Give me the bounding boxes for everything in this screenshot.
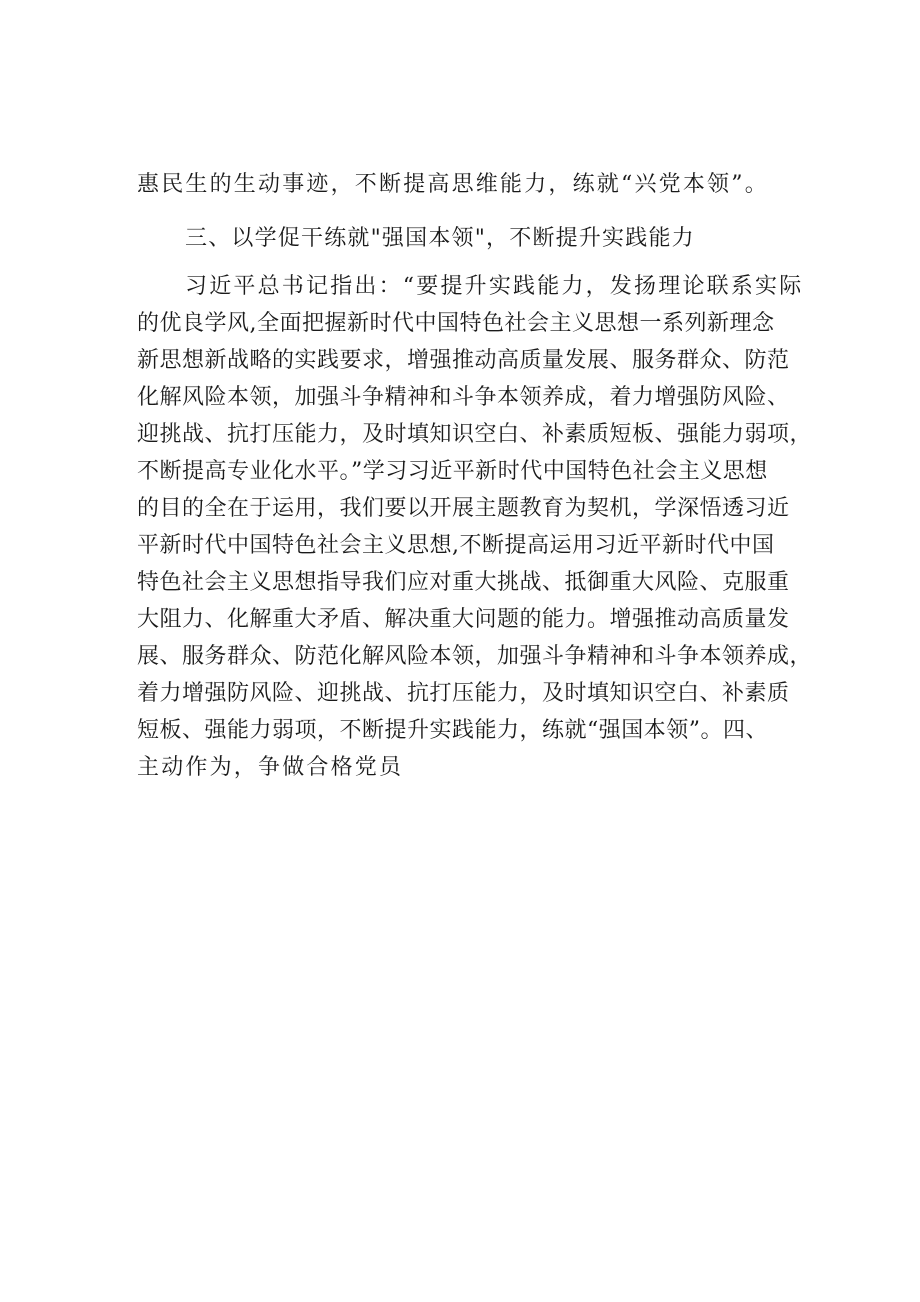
text-line: 大阻力、化解重大矛盾、解决重大问题的能力。增强推动高质量发	[137, 607, 790, 632]
text-line: 的目的全在于运用，我们要以开展主题教育为契机，学深悟透习近	[137, 496, 790, 521]
text-line: 展、服务群众、防范化解风险本领，加强斗争精神和斗争本领养成，	[137, 644, 813, 669]
body-text-first	[137, 166, 787, 203]
text-line: 主动作为，争做合格党员	[137, 755, 404, 780]
text-line: 着力增强防风险、迎挑战、抗打压能力，及时填知识空白、补素质	[137, 681, 790, 706]
text-line: 新思想新战略的实践要求，增强推动高质量发展、服务群众、防范	[137, 348, 790, 373]
text-line: 特色社会主义思想指导我们应对重大挑战、抵御重大风险、克服重	[137, 570, 790, 595]
text-line: 习近平总书记指出：“要提升实践能力，发扬理论联系实际	[185, 274, 804, 299]
text-line: 平新时代中国特色社会主义思想,不断提高运用习近平新时代中国	[137, 533, 775, 558]
section-heading: 三、以学促干练就"强国本领"，不断提升实践能力	[185, 226, 695, 251]
text-line: 化解风险本领，加强斗争精神和斗争本领养成，着力增强防风险、	[137, 385, 790, 410]
text-line: 不断提高专业化水平。”学习习近平新时代中国特色社会主义思想	[137, 459, 768, 484]
text-line: 短板、强能力弱项，不断提升实践能力，练就“强国本领”。四、	[137, 718, 768, 743]
text-line: 惠民生的生动事迹，不断提高思维能力，练就“兴党本领”。	[137, 172, 769, 197]
text-line: 的优良学风,全面把握新时代中国特色社会主义思想一系列新理念	[137, 311, 775, 336]
section-heading-block	[137, 220, 787, 257]
text-line: 迎挑战、抗打压能力，及时填知识空白、补素质短板、强能力弱项，	[137, 422, 813, 447]
body-paragraph	[137, 268, 813, 786]
